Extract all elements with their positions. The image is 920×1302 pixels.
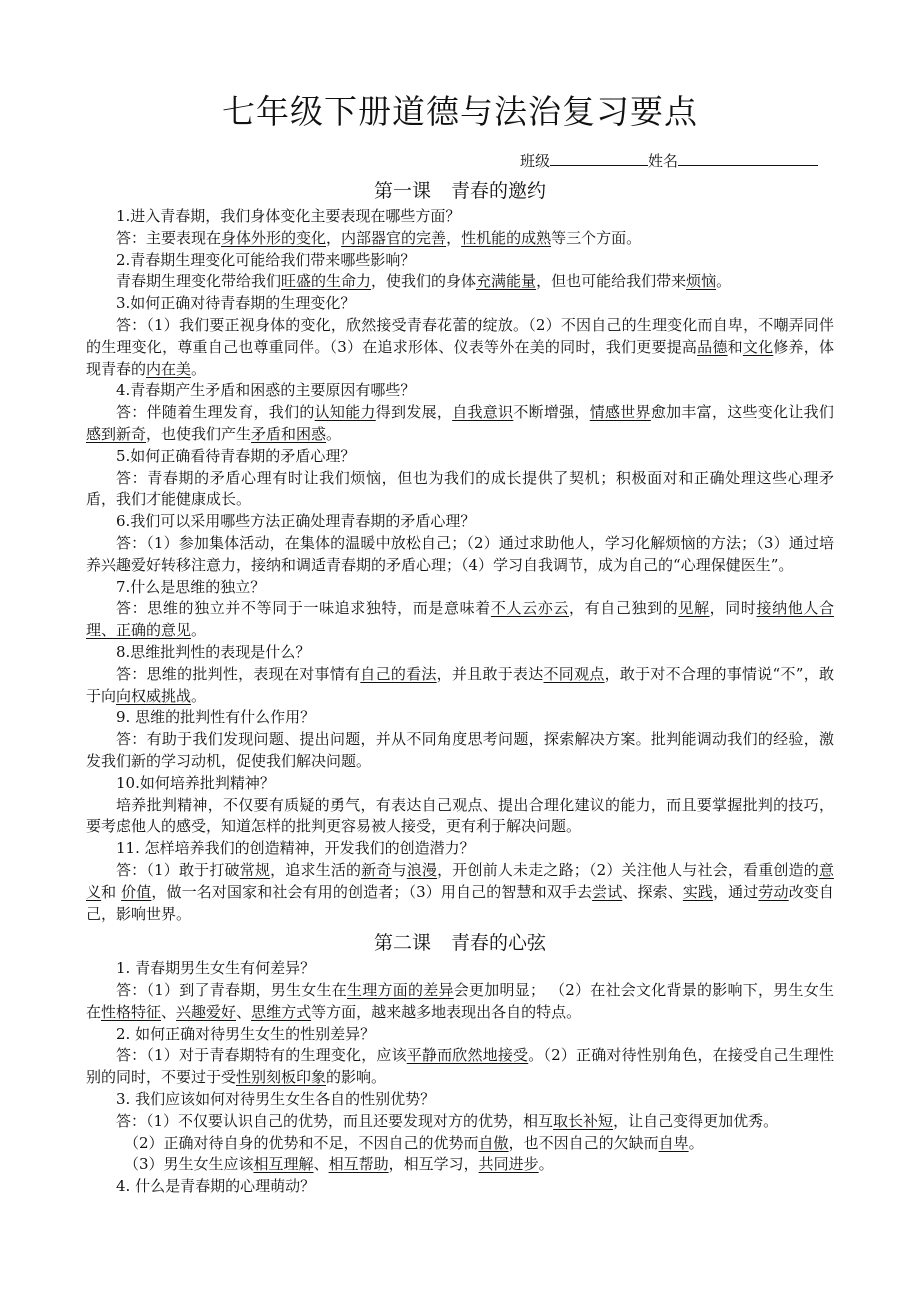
text-run: ，使我们的身体 xyxy=(371,272,477,291)
key-term: 烦恼 xyxy=(686,272,717,291)
text-run: 和 xyxy=(101,882,122,901)
paragraph xyxy=(86,773,834,795)
paragraph xyxy=(86,642,834,664)
key-term: 劳动 xyxy=(758,882,789,901)
text-run: 4.青春期产生矛盾和困惑的主要原因有哪些？ xyxy=(116,381,416,400)
lesson-heading xyxy=(86,928,834,958)
text-run: ，开创前人未走之路；（2）关注他人与社会，看重创造的 xyxy=(437,860,819,879)
paragraph xyxy=(86,795,834,839)
text-run: （2）正确对待自身的优势和不足，不因自己的优势而 xyxy=(124,1133,479,1152)
key-term: 平静而欣然地接受 xyxy=(406,1046,529,1065)
paragraph xyxy=(86,729,834,773)
text-run: 答：主要表现在 xyxy=(116,228,222,247)
key-term: 内在美 xyxy=(146,359,192,378)
key-term: 见解 xyxy=(678,599,710,618)
key-term: 不人云亦云 xyxy=(490,599,569,618)
key-term: 性机能的成熟 xyxy=(461,228,552,247)
lesson-section xyxy=(86,928,834,1198)
paragraph xyxy=(86,598,834,642)
text-run: ，也使我们产生 xyxy=(146,424,252,443)
key-term: 相互帮助 xyxy=(328,1155,389,1174)
lesson-title: 青春的邀约 xyxy=(451,180,547,202)
text-run: 改变自己，影响世界。 xyxy=(86,882,834,923)
text-run: 答：（1）对于青春期特有的生理变化，应该 xyxy=(116,1046,407,1065)
name-blank xyxy=(678,148,818,166)
paragraph xyxy=(86,1111,834,1133)
paragraph xyxy=(86,1045,834,1089)
key-term: 思维方式 xyxy=(251,1002,312,1021)
text-run: 。 xyxy=(191,359,207,378)
key-term: 品德 xyxy=(697,337,728,356)
name-label: 姓名 xyxy=(648,152,679,170)
text-run: 。 xyxy=(326,424,342,443)
text-run: 答：（1）参加集体活动，在集体的温暖中放松自己；（2）通过求助他人，学习化解烦恼的方法；（3）通过培养兴趣爱好转移注意力，接纳和调适青春期的矛盾心理；（4）学习自我调节，成为自己的“心理保健医生”。 xyxy=(86,533,834,574)
key-term: 情感世界 xyxy=(589,403,651,422)
key-term: 性格特征 xyxy=(101,1002,162,1021)
text-run: 和 xyxy=(727,337,743,356)
document-body xyxy=(86,176,834,1198)
key-term: 取长补短 xyxy=(553,1111,614,1130)
key-term: 相互理解 xyxy=(253,1155,314,1174)
paragraph xyxy=(86,707,834,729)
key-term: 浪漫 xyxy=(406,860,438,879)
paragraph xyxy=(86,511,834,533)
key-term: 共同进步 xyxy=(478,1155,539,1174)
text-run: 的影响。 xyxy=(326,1068,387,1087)
text-run: 6.我们可以采用哪些方法正确处理青春期的矛盾心理？ xyxy=(116,512,476,531)
key-term: 尝试 xyxy=(592,882,623,901)
text-run: 。 xyxy=(538,1155,554,1174)
text-run: ，相互学习， xyxy=(388,1155,479,1174)
paragraph xyxy=(86,577,834,599)
lesson-number: 第二课 xyxy=(373,932,431,955)
text-run: 。 xyxy=(716,272,732,291)
key-term: 接纳他人合理、正确的意见 xyxy=(86,599,834,640)
paragraph xyxy=(86,958,834,980)
text-run: ，追求生活的 xyxy=(270,860,362,879)
text-run: ， xyxy=(326,228,342,247)
paragraph xyxy=(86,446,834,468)
text-run: 7.什么是思维的独立？ xyxy=(116,577,266,596)
lesson-section xyxy=(86,176,834,925)
key-term: 认知能力 xyxy=(314,403,376,422)
text-run: 等三个方面。 xyxy=(551,228,642,247)
text-run: 3.如何正确对待青春期的生理变化？ xyxy=(116,294,356,313)
paragraph xyxy=(86,380,834,402)
paragraph xyxy=(86,315,834,380)
text-run: ，通过 xyxy=(713,882,759,901)
key-term: 矛盾和困惑 xyxy=(251,424,327,443)
text-run: ， xyxy=(446,228,462,247)
text-run: 8.思维批判性的表现是什么？ xyxy=(116,642,311,661)
text-run: 会更加明显； （2）在社会文化背景的影响下，男生女生在 xyxy=(86,981,834,1021)
text-run: 10.如何培养批判精神？ xyxy=(116,773,275,792)
paragraph xyxy=(86,1154,834,1176)
key-term: 实践 xyxy=(682,882,714,901)
key-term: 充满能量 xyxy=(476,272,537,291)
text-run: ，让自己变得更加优秀。 xyxy=(613,1111,779,1130)
paragraph xyxy=(86,206,834,228)
paragraph xyxy=(86,1024,834,1046)
key-term: 文化 xyxy=(742,337,774,356)
text-run: 得到发展， xyxy=(375,403,453,422)
text-run: 答：思维的批判性，表现在对事情有 xyxy=(116,664,361,683)
paragraph xyxy=(86,1133,834,1155)
text-run: 修养，体现青春的 xyxy=(86,337,834,378)
text-run: 培养批判精神，不仅要有质疑的勇气，有表达自己观点、提出合理化建议的能力，而且要掌握批判的技巧，要考虑他人的感受，知道怎样的批判更容易被人接受，更有利于解决问题。 xyxy=(86,795,834,836)
paragraph xyxy=(86,980,834,1024)
key-term: 生理方面的差异 xyxy=(347,981,454,1000)
document-title: 七年级下册道德与法治复习要点 xyxy=(222,92,698,131)
text-run: 5.如何正确看待青春期的矛盾心理？ xyxy=(116,446,356,465)
text-run: 答：（1）敢于打破 xyxy=(116,860,240,879)
text-run: 等方面，越来越多地表现出各自的特点。 xyxy=(311,1002,582,1021)
text-run: 2.青春期生理变化可能给我们带来哪些影响？ xyxy=(116,250,416,269)
text-run: 答：青春期的矛盾心理有时让我们烦恼，但也为我们的成长提供了契机；积极面对和正确处理这些心理矛盾，我们才能健康成长。 xyxy=(86,468,834,509)
paragraph xyxy=(86,860,834,925)
text-run: 答：（1）不仅要认识自己的优势，而且还要发现对方的优势，相互 xyxy=(116,1111,554,1130)
paragraph xyxy=(86,271,834,293)
text-run: 不断增强， xyxy=(513,403,590,422)
key-term: 兴趣爱好 xyxy=(176,1002,237,1021)
key-term: 自我意识 xyxy=(452,403,514,422)
key-term: 性别刻板印象 xyxy=(236,1068,327,1087)
text-run: ，做一名对国家和社会有用的创造者；（3）用自己的智慧和双手去 xyxy=(151,882,593,901)
text-run: 答：有助于我们发现问题、提出问题，并从不同角度思考问题，探索解决方案。批判能调动我们的经验，激发我们新的学习动机，促使我们解决问题。 xyxy=(86,730,834,770)
key-term: 向权威挑战 xyxy=(116,686,192,705)
paragraph xyxy=(86,468,834,512)
text-run: （3）男生女生应该 xyxy=(124,1155,254,1174)
paragraph xyxy=(86,838,834,860)
text-run: 。（2）正确对待性别角色，在接受自己生理性别的同时，不要过于受 xyxy=(86,1046,834,1087)
text-run: 3. 我们应该如何对待男生女生各自的性别优势？ xyxy=(116,1090,436,1109)
text-run: 11. 怎样培养我们的创造精神，开发我们的创造潜力？ xyxy=(116,839,475,858)
class-name-line xyxy=(520,148,840,172)
text-run: 、探索、 xyxy=(622,882,683,901)
key-term: 感到新奇 xyxy=(86,424,147,443)
text-run: 2. 如何正确对待男生女生的性别差异？ xyxy=(116,1024,376,1043)
text-run: 1.进入青春期，我们身体变化主要表现在哪些方面？ xyxy=(116,207,461,225)
text-run: ，同时 xyxy=(709,599,757,618)
class-label: 班级 xyxy=(520,152,551,170)
key-term: 新奇 xyxy=(361,860,392,879)
key-term: 意义 xyxy=(86,860,834,901)
key-term: 不同观点 xyxy=(543,664,605,683)
paragraph xyxy=(86,1089,834,1111)
text-run: 、 xyxy=(161,1002,177,1021)
key-term: 身体外形的变化 xyxy=(221,228,327,247)
text-run: 愈加丰富，这些变化让我们 xyxy=(650,403,834,422)
text-run: ，有自己独到的 xyxy=(569,599,679,618)
text-run: ，并且敢于表达 xyxy=(436,664,544,683)
text-run: 9. 思维的批判性有什么作用？ xyxy=(116,708,316,727)
paragraph xyxy=(86,1176,834,1198)
key-term: 自傲 xyxy=(478,1133,509,1152)
text-run: 。 xyxy=(191,621,207,640)
text-run: 1. 青春期男生女生有何差异？ xyxy=(116,959,316,978)
key-term: 自己的看法 xyxy=(360,664,437,683)
key-term: 价值 xyxy=(121,882,152,901)
text-run: 与 xyxy=(391,860,407,879)
paragraph xyxy=(86,293,834,315)
paragraph xyxy=(86,664,834,708)
key-term: 内部器官的完善 xyxy=(341,228,447,247)
paragraph xyxy=(86,250,834,272)
text-run: ，但也可能给我们带来 xyxy=(536,272,687,291)
text-run: 、 xyxy=(236,1002,252,1021)
key-term: 旺盛的生命力 xyxy=(281,272,372,291)
text-run: 4. 什么是青春期的心理萌动？ xyxy=(116,1177,316,1196)
text-run: 答：伴随着生理发育，我们的 xyxy=(116,403,315,422)
key-term: 常规 xyxy=(239,860,271,879)
text-run: ，敢于对不合理的事情说“不”，敢于向 xyxy=(86,664,834,705)
text-run: 答：（1）到了青春期，男生女生在 xyxy=(116,981,347,1000)
text-run: 。 xyxy=(688,1133,704,1152)
key-term: 自卑 xyxy=(658,1133,689,1152)
text-run: 答：思维的独立并不等同于一味追求独特，而是意味着 xyxy=(116,599,491,618)
paragraph xyxy=(86,402,834,446)
text-run: 、 xyxy=(313,1155,329,1174)
lesson-heading xyxy=(86,176,834,206)
lesson-number: 第一课 xyxy=(373,180,431,202)
text-run: 青春期生理变化带给我们 xyxy=(116,272,282,291)
text-run: 答：（1）我们要正视身体的变化，欣然接受青春花蕾的绽放。（2）不因自己的生理变化而自卑，不嘲弄同伴的生理变化，尊重自己也尊重同伴。（3）在追求形体、仪表等外在美的同时，我们更要提高 xyxy=(86,315,834,356)
paragraph xyxy=(86,533,834,577)
text-run: 。 xyxy=(191,686,207,705)
class-blank xyxy=(550,148,648,166)
paragraph xyxy=(86,228,834,250)
lesson-title: 青春的心弦 xyxy=(451,932,547,955)
text-run: ，也不因自己的欠缺而 xyxy=(508,1133,659,1152)
